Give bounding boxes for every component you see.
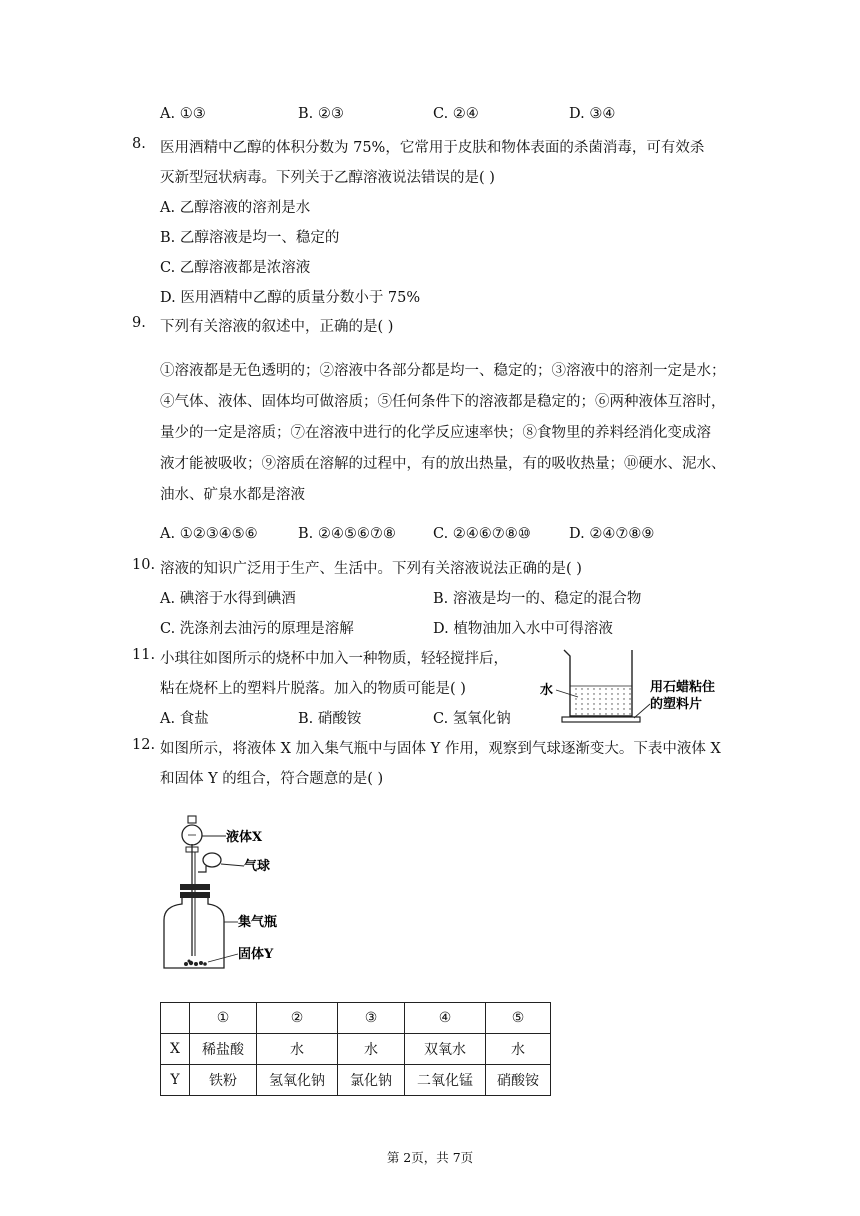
xy-combination-table <box>160 1002 551 1096</box>
q10-option-d: D. 植物油加入水中可得溶液 <box>433 621 613 637</box>
table-cell: ④ <box>405 1003 486 1034</box>
plate-label-2: 的塑料片 <box>650 697 703 712</box>
table-cell: 二氧化锰 <box>405 1065 486 1096</box>
solid-y-icon <box>184 960 207 967</box>
q11-stem-line1: 小琪往如图所示的烧杯中加入一种物质，轻轻搅拌后， <box>160 651 508 667</box>
table-cell: 水 <box>257 1034 338 1065</box>
q8-stem-line2: 灭新型冠状病毒。下列关于乙醇溶液说法错误的是( ) <box>160 170 495 186</box>
stopper-icon <box>180 884 210 890</box>
gas-bottle-icon <box>164 898 224 968</box>
page-footer: 第 2页，共 7页 <box>386 1150 474 1165</box>
q9-number: 9. <box>132 315 146 331</box>
q10-number: 10. <box>132 557 156 573</box>
table-cell: ① <box>190 1003 257 1034</box>
table-cell: ③ <box>338 1003 405 1034</box>
table-cell: 双氧水 <box>405 1034 486 1065</box>
table-cell: Y <box>161 1065 190 1096</box>
q12-number: 12. <box>132 737 156 753</box>
balloon-label: 气球 <box>244 859 271 874</box>
q9-option-c: C. ②④⑥⑦⑧⑩ <box>433 526 531 542</box>
plastic-plate-icon <box>562 717 640 722</box>
q10-option-a: A. 碘溶于水得到碘酒 <box>160 591 296 607</box>
q8-option-b: B. 乙醇溶液是均一、稳定的 <box>160 230 340 246</box>
table-row <box>161 1003 551 1034</box>
q11-option-b: B. 硝酸铵 <box>298 711 362 727</box>
water-label: 水 <box>540 683 554 698</box>
q11-option-c: C. 氢氧化钠 <box>433 711 511 727</box>
balloon-icon <box>203 853 221 867</box>
table-cell: 硝酸铵 <box>486 1065 551 1096</box>
q11-number: 11. <box>132 647 156 663</box>
table-cell: ⑤ <box>486 1003 551 1034</box>
q8-option-c: C. 乙醇溶液都是浓溶液 <box>160 260 311 276</box>
table-row <box>161 1065 551 1096</box>
q10-option-b: B. 溶液是均一的、稳定的混合物 <box>433 591 642 607</box>
q11-option-a: A. 食盐 <box>160 711 209 727</box>
table-cell: 稀盐酸 <box>190 1034 257 1065</box>
liquid-x-label: 液体X <box>226 830 263 845</box>
q11-stem-line2: 粘在烧杯上的塑料片脱落。加入的物质可能是( ) <box>160 681 466 697</box>
q10-stem: 溶液的知识广泛用于生产、生活中。下列有关溶液说法正确的是( ) <box>160 561 582 577</box>
q12-stem-line1: 如图所示，将液体 X 加入集气瓶中与固体 Y 作用，观察到气球逐渐变大。下表中液体 X <box>160 741 721 757</box>
q8-number: 8. <box>132 136 146 152</box>
plate-label-1: 用石蜡粘住 <box>650 680 716 695</box>
q9-option-d: D. ②④⑦⑧⑨ <box>569 526 655 542</box>
table-cell: 铁粉 <box>190 1065 257 1096</box>
q8-option-a: A. 乙醇溶液的溶剂是水 <box>160 200 311 216</box>
q8-stem-line1: 医用酒精中乙醇的体积分数为 75%，它常用于皮肤和物体表面的杀菌消毒，可有效杀 <box>160 140 705 156</box>
q7-option-d: D. ③④ <box>569 106 616 122</box>
water-icon <box>571 686 631 715</box>
beaker-figure <box>538 642 738 732</box>
q9-option-b: B. ②④⑤⑥⑦⑧ <box>298 526 396 542</box>
bottle-label: 集气瓶 <box>238 915 278 930</box>
q12-stem-line2: 和固体 Y 的组合，符合题意的是( ) <box>160 771 384 787</box>
q7-option-c: C. ②④ <box>433 106 479 122</box>
q9-statement-line: ①溶液都是无色透明的；②溶液中各部分都是均一、稳定的；③溶液中的溶剂一定是水； <box>160 363 726 379</box>
q9-statement-line: 量少的一定是溶质；⑦在溶液中进行的化学反应速率快；⑧食物里的养料经消化变成溶 <box>160 425 711 441</box>
q9-statement-line: ④气体、液体、固体均可做溶质；⑤任何条件下的溶液都是稳定的；⑥两种液体互溶时， <box>160 394 726 410</box>
table-cell: X <box>161 1034 190 1065</box>
table-cell <box>161 1003 190 1034</box>
q9-option-a: A. ①②③④⑤⑥ <box>160 526 258 542</box>
q8-option-d: D. 医用酒精中乙醇的质量分数小于 75% <box>160 290 421 306</box>
q7-option-a: A. ①③ <box>160 106 206 122</box>
q9-statement-line: 液才能被吸收；⑨溶质在溶解的过程中，有的放出热量，有的吸收热量；⑩硬水、泥水、 <box>160 456 726 472</box>
q7-option-b: B. ②③ <box>298 106 344 122</box>
solid-y-label: 固体Y <box>238 947 274 962</box>
table-cell: 氯化钠 <box>338 1065 405 1096</box>
table-row <box>161 1034 551 1065</box>
q10-option-c: C. 洗涤剂去油污的原理是溶解 <box>160 621 354 637</box>
gas-bottle-figure <box>158 808 298 978</box>
table-cell: 水 <box>338 1034 405 1065</box>
table-cell: 氢氧化钠 <box>257 1065 338 1096</box>
table-cell: ② <box>257 1003 338 1034</box>
q9-stem: 下列有关溶液的叙述中，正确的是( ) <box>160 319 394 335</box>
q9-statement-line: 油水、矿泉水都是溶液 <box>160 487 305 503</box>
table-cell: 水 <box>486 1034 551 1065</box>
